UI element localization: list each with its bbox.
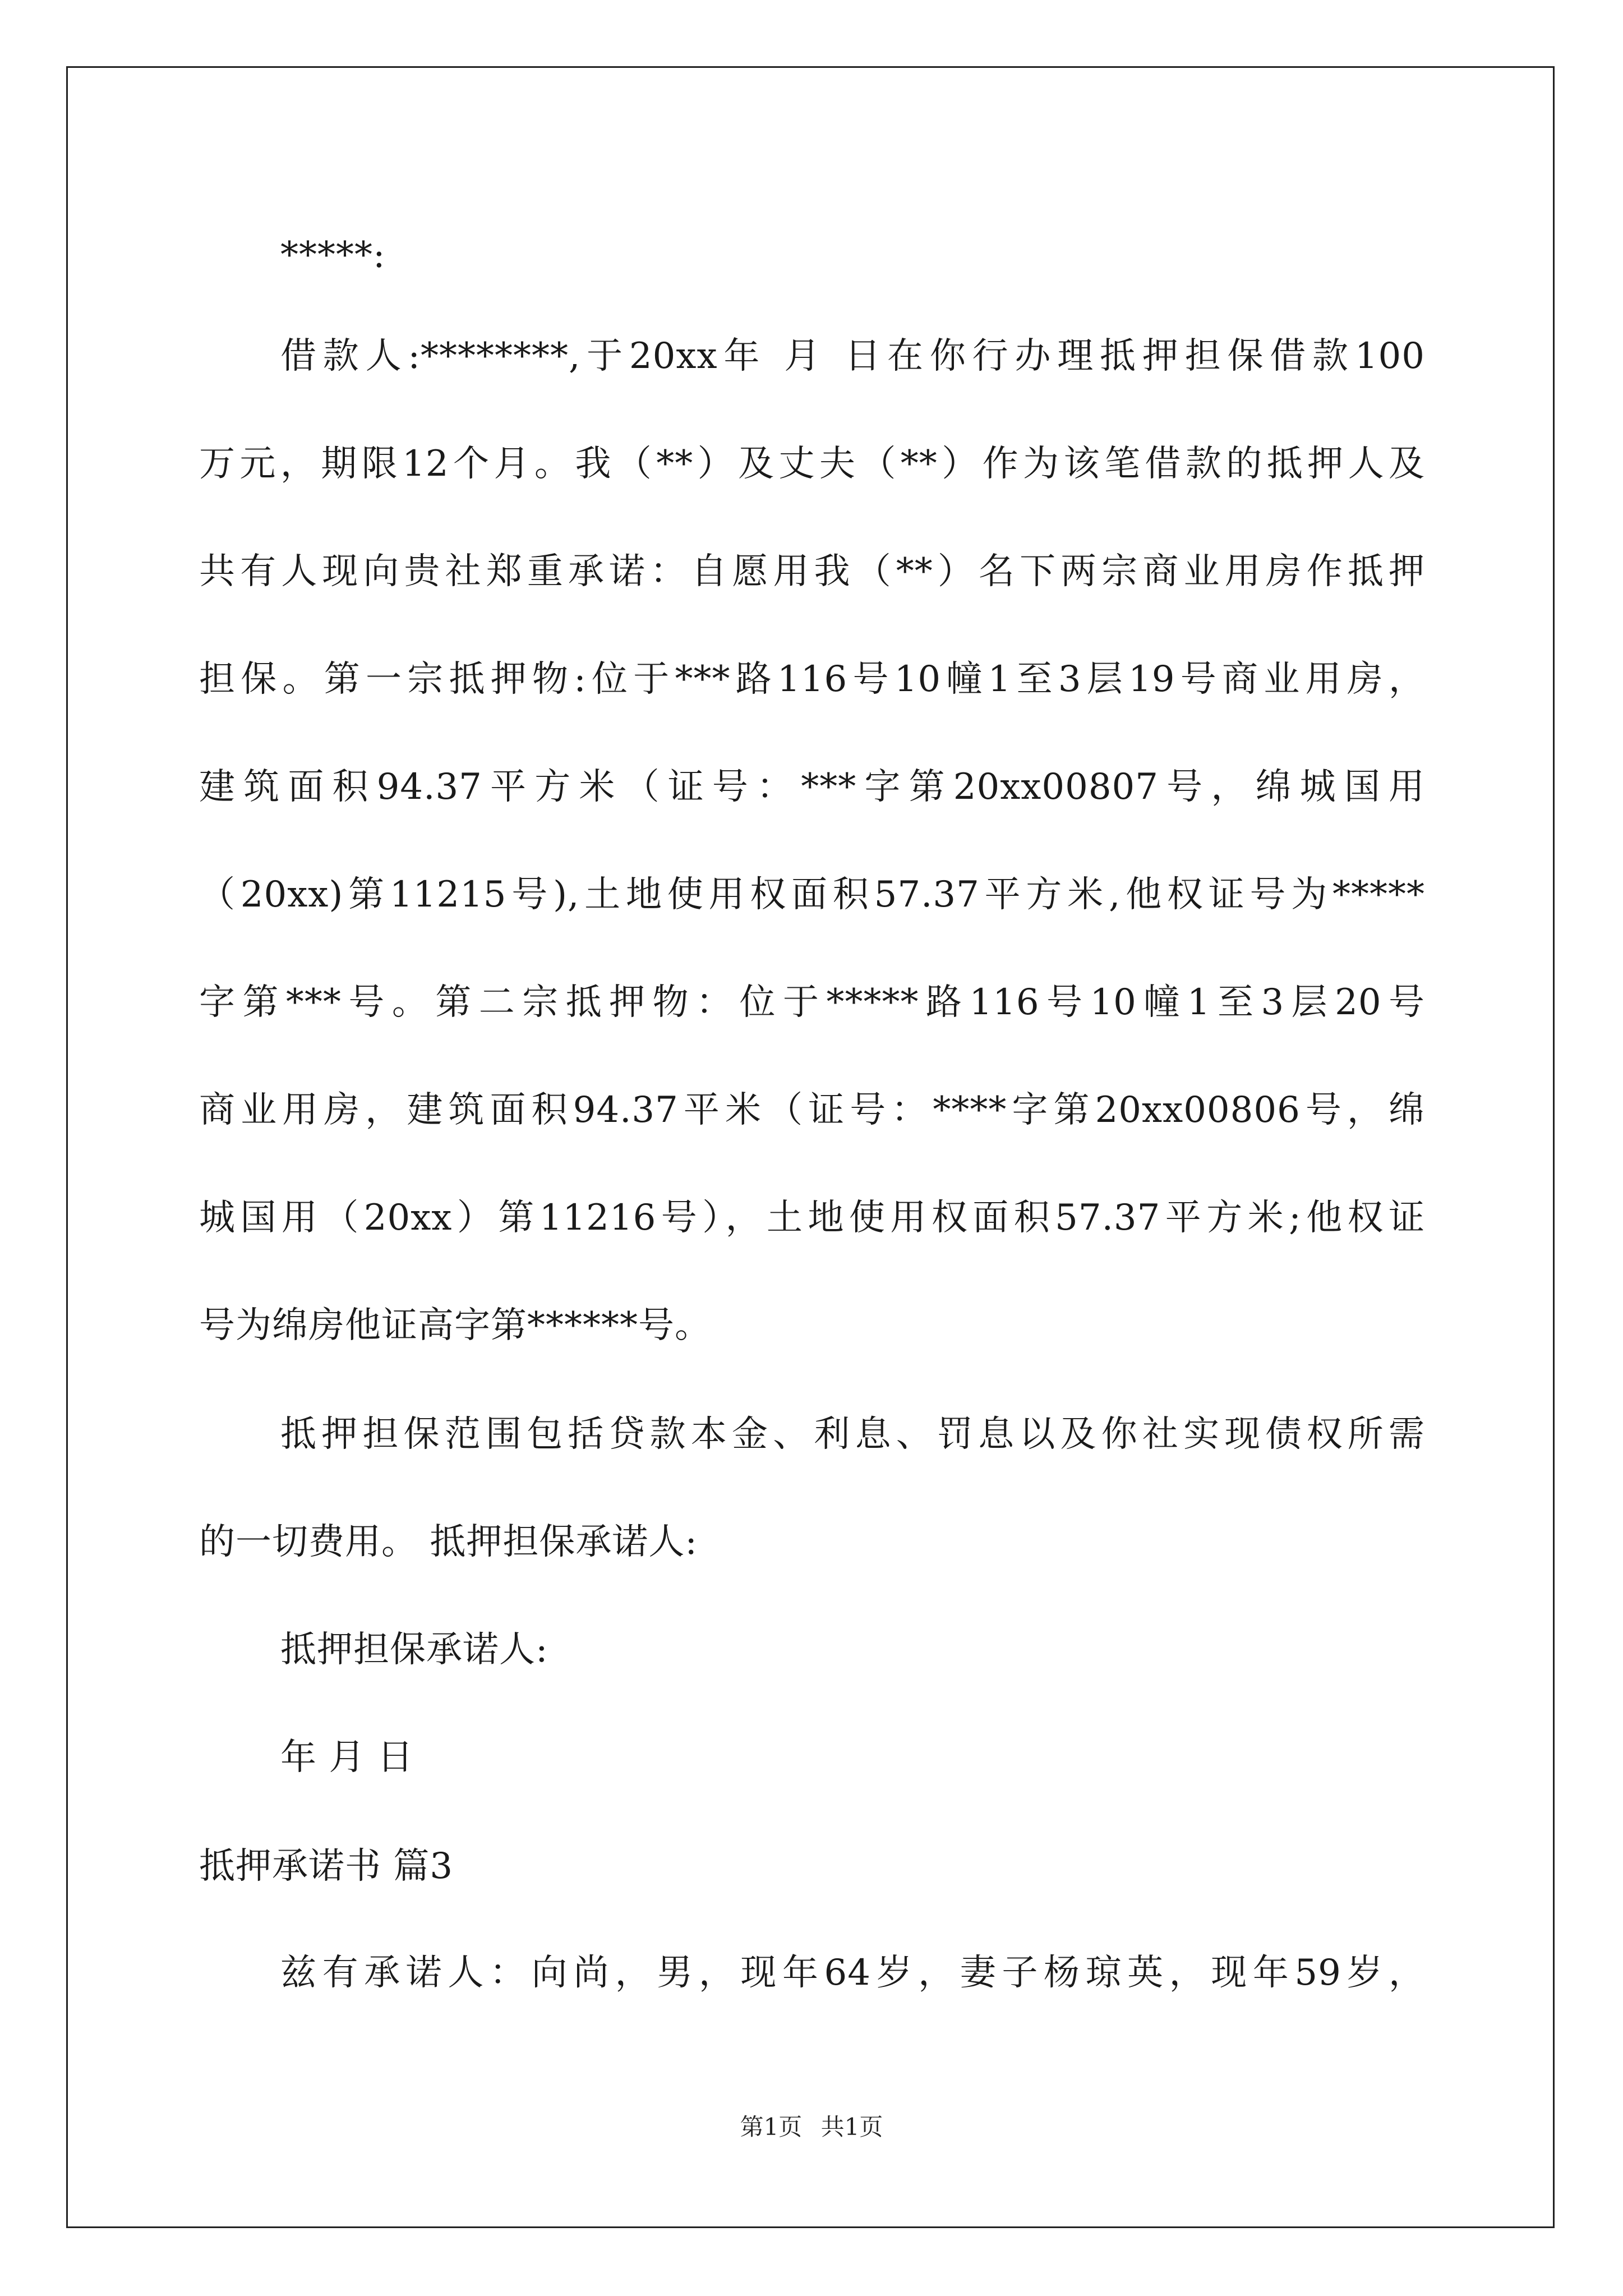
paragraph-line: 兹有承诺人：向尚，男，现年64岁，妻子杨琼英，现年59岁， bbox=[280, 1952, 1425, 1994]
paragraph-line: 共有人现向贵社郑重承诺：自愿用我（**）名下两宗商业用房作抵押 bbox=[199, 551, 1425, 592]
paragraph-line: 建筑面积94.37平方米（证号：***字第20xx00807号，绵城国用 bbox=[199, 766, 1425, 808]
page-border bbox=[66, 66, 1555, 2228]
paragraph-line: 的一切费用。 抵押担保承诺人: bbox=[199, 1521, 698, 1563]
paragraph-line: 字第***号。第二宗抵押物：位于*****路116号10幢1至3层20号 bbox=[199, 982, 1425, 1023]
paragraph-line: 借款人:********,于20xx年 月 日在你行办理抵押担保借款100 bbox=[280, 335, 1425, 377]
page-total: 共1页 bbox=[820, 2113, 883, 2141]
paragraph-line: 万元，期限12个月。我（**）及丈夫（**）作为该笔借款的抵押人及 bbox=[199, 443, 1425, 485]
paragraph-line: 担保。第一宗抵押物:位于***路116号10幢1至3层19号商业用房， bbox=[199, 659, 1425, 700]
salutation: *****: bbox=[280, 234, 386, 276]
paragraph-line: 城国用（20xx）第11216号），土地使用权面积57.37平方米;他权证 bbox=[199, 1197, 1425, 1239]
page-footer bbox=[0, 2111, 1623, 2143]
paragraph-line: 抵押担保范围包括贷款本金、利息、罚息以及你社实现债权所需 bbox=[280, 1414, 1425, 1455]
date-line: 年 月 日 bbox=[280, 1737, 414, 1778]
section-title: 抵押承诺书 篇3 bbox=[199, 1846, 454, 1887]
page-number: 第1页 bbox=[740, 2113, 803, 2141]
paragraph-line: 商业用房，建筑面积94.37平米（证号：****字第20xx00806号，绵 bbox=[199, 1089, 1425, 1131]
paragraph-line: （20xx)第11215号),土地使用权面积57.37平方米,他权证号为***** bbox=[199, 874, 1425, 915]
paragraph-line: 号为绵房他证高字第******号。 bbox=[199, 1305, 711, 1346]
signature-label: 抵押担保承诺人: bbox=[280, 1629, 548, 1671]
